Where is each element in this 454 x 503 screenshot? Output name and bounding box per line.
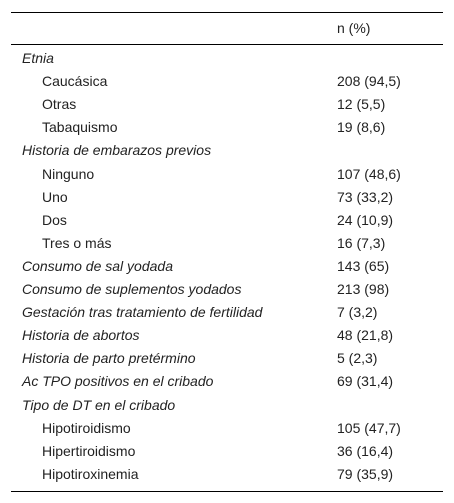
table-row-category [0,326,454,349]
row-label: Tres o más [42,234,112,251]
table-bottom-rule [11,491,443,492]
row-label: Hipertiroidismo [42,442,136,459]
row-label: Historia de abortos [22,327,140,344]
row-value: 105 (47,7) [337,419,401,436]
table-row-item [0,211,454,234]
row-value: 107 (48,6) [337,165,401,182]
table-row-item [0,95,454,118]
row-label: Gestación tras tratamiento de fertilidad [22,304,263,321]
row-value: 208 (94,5) [337,73,401,90]
table-row-category [0,372,454,395]
table-row-item [0,72,454,95]
row-value: 213 (98) [337,281,390,297]
table-row-item [0,442,454,465]
table-row-category [0,141,454,164]
row-label: Historia de embarazos previos [22,142,212,159]
row-value: 12 (5,5) [337,96,386,113]
row-label: Ac TPO positivos en el cribado [22,373,214,390]
table-row-item [0,419,454,442]
row-value: 48 (21,8) [337,327,394,344]
column-header-n: n (%) [337,20,371,36]
table-row-item [0,118,454,141]
row-label: Caucásica [42,73,108,90]
row-value: 69 (31,4) [337,373,394,390]
table-row-category [0,280,454,303]
row-value: 143 (65) [337,257,390,274]
table-row-item [0,188,454,211]
row-value: 5 (2,3) [337,350,378,367]
row-label: Otras [42,96,77,113]
row-value: 19 (8,6) [337,119,386,136]
row-label: Hipotiroxinemia [42,465,139,482]
table-row-category [0,396,454,419]
row-value: 73 (33,2) [337,188,394,205]
row-label: Ninguno [42,165,95,182]
row-label: Hipotiroidismo [42,419,131,436]
row-label: Consumo de suplementos yodados [22,281,242,297]
row-label: Tipo de DT en el cribado [22,396,176,413]
table-row-category [0,49,454,72]
table-header-rule [11,44,443,45]
row-label: Tabaquismo [42,119,118,136]
table-row-item [0,234,454,257]
row-label: Etnia [22,50,54,66]
row-value: 36 (16,4) [337,442,394,459]
row-value: 24 (10,9) [337,211,394,228]
table-top-rule [11,12,443,13]
row-value: 79 (35,9) [337,465,394,482]
row-value: 16 (7,3) [337,234,386,251]
table-row-category [0,349,454,372]
row-value: 7 (3,2) [337,304,378,321]
row-label: Historia de parto pretérmino [22,350,196,367]
table-row-category [0,257,454,280]
row-label: Dos [42,211,67,228]
row-label: Consumo de sal yodada [22,257,173,274]
table-row-category [0,303,454,326]
table-row-item [0,165,454,188]
row-label: Uno [42,188,68,205]
table-row-item [0,465,454,488]
